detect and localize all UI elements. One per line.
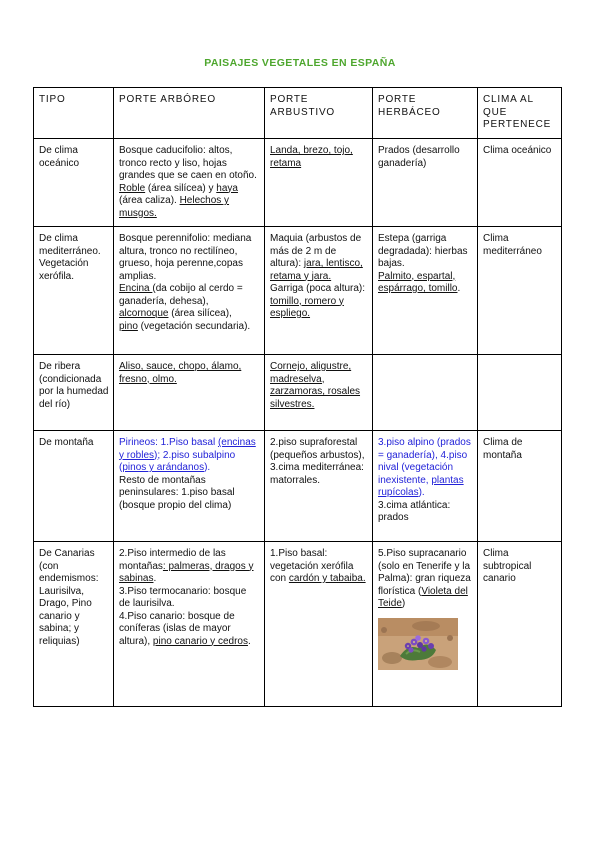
table-row — [34, 139, 562, 227]
text: Bosque caducifolio: altos, tronco recto y liso, hojas grandes que se caen en otoño. — [119, 145, 257, 181]
species-list: pino canario y cedros — [152, 635, 248, 647]
violeta-del-teide-photo — [378, 618, 458, 670]
species-helechos: Helechos y musgos. — [119, 195, 230, 219]
cell-arboreo — [114, 542, 265, 707]
text: ). — [204, 462, 211, 473]
cell-arbustivo — [265, 355, 373, 431]
text: . — [457, 283, 461, 294]
species-list: tomillo, romero y espliego. — [270, 295, 344, 319]
header-tipo: TIPO — [34, 88, 114, 139]
cell-clima: Clima mediterráneo — [478, 227, 562, 355]
species-list: jara, lentisco, retama y jara. — [270, 258, 363, 282]
cell-arboreo — [114, 227, 265, 355]
species-encina: Encina — [119, 283, 153, 294]
cell-arbustivo — [265, 227, 373, 355]
cell-tipo: De Canarias (con endemismos: Laurisilva, Drago, Pino canario y sabina; y reliquias) — [34, 542, 114, 707]
species-list: Cornejo, aligustre, madreselva, zarzamoras, rosales silvestres. — [270, 361, 361, 410]
species-list: plantas rupícolas — [378, 474, 464, 498]
cell-tipo: De clima oceánico — [34, 139, 114, 227]
species-alcornoque: alcornoque — [119, 308, 169, 319]
cell-arbustivo — [265, 542, 373, 707]
cell-clima: Clima subtropical canario — [478, 542, 562, 707]
text: (da cobijo al cerdo = ganadería, dehesa), — [119, 283, 243, 307]
header-porte-herbaceo: PORTE HERBÁCEO — [373, 88, 478, 139]
species-list: Palmito, espartal, espárrago, tomillo — [378, 270, 458, 294]
text: . — [247, 635, 251, 647]
table-row — [34, 227, 562, 355]
cell-herbaceo — [373, 542, 478, 707]
cell-herbaceo — [373, 227, 478, 355]
text: (área silícea), — [168, 308, 232, 319]
species-haya: haya — [216, 182, 238, 194]
cell-herbaceo — [373, 355, 478, 431]
species-list: : palmeras, dragos y sabinas — [119, 560, 254, 584]
text: Pirineos: 1.Piso basal — [119, 437, 218, 448]
text: 1.Piso basal: vegetación xerófila con — [270, 548, 354, 584]
header-porte-arbustivo: PORTE ARBUSTIVO — [265, 88, 373, 139]
text: 3.Piso termocanario: bosque de laurisilva. — [119, 585, 247, 609]
species-list: pinos y arándanos — [122, 462, 205, 473]
cell-arbustivo: 2.piso supraforestal (pequeños arbustos), 3.cima mediterránea: matorrales. — [265, 431, 373, 542]
cell-tipo: De clima mediterráneo. Vegetación xerófila. — [34, 227, 114, 355]
cell-tipo: De montaña — [34, 431, 114, 542]
text: . — [153, 573, 157, 584]
table-row — [34, 431, 562, 542]
text: (área silícea) y — [145, 182, 217, 194]
cell-arboreo — [114, 431, 265, 542]
species-list: Aliso, sauce, chopo, álamo, fresno, olmo. — [119, 361, 242, 385]
species-list: (encinas y robles) — [119, 437, 256, 461]
text: ) — [401, 598, 406, 609]
text: Maquia (arbustos de más de 2 m de altura): — [270, 233, 362, 269]
species-list: Landa, brezo, tojo, retama — [270, 145, 353, 169]
text: ; 2.piso subalpino ( — [119, 449, 236, 473]
text: Bosque perennifolio: mediana altura, tronco no rectilíneo, grueso, hoja perenne,copas amplias. — [119, 233, 252, 282]
species-violeta: Violeta del Teide — [378, 585, 468, 609]
text: 5.Piso supracanario (solo en Tenerife y la Palma): gran riqueza florística ( — [378, 548, 471, 597]
cell-clima: Clima oceánico — [478, 139, 562, 227]
text: 4.Piso canario: bosque de coníferas (islas de mayor altura), — [119, 610, 235, 647]
header-clima: CLIMA AL QUE PERTENECE — [478, 88, 562, 139]
cell-clima — [478, 355, 562, 431]
header-row — [34, 88, 562, 139]
text: Resto de montañas peninsulares: 1.piso basal (bosque propio del clima) — [119, 474, 235, 511]
header-porte-arboreo: PORTE ARBÓREO — [114, 88, 265, 139]
cell-arboreo — [114, 139, 265, 227]
cell-clima: Clima de montaña — [478, 431, 562, 542]
table-row — [34, 355, 562, 431]
table-row — [34, 542, 562, 707]
text: Garriga (poca altura): — [270, 283, 366, 294]
cell-herbaceo: Prados (desarrollo ganadería) — [373, 139, 478, 227]
cell-arboreo — [114, 355, 265, 431]
text: ). — [418, 487, 425, 498]
text: 3.piso alpino (prados = ganadería), 4.piso nival (vegetación inexistente, — [378, 437, 471, 486]
species-list: cardón y tabaiba. — [288, 573, 366, 584]
text: (área caliza). — [119, 195, 180, 206]
cell-tipo: De ribera (condicionada por la humedad del río) — [34, 355, 114, 431]
page-title: PAISAJES VEGETALES EN ESPAÑA — [204, 57, 396, 69]
species-pino: pino — [119, 320, 138, 332]
text: (vegetación secundaria). — [137, 320, 251, 332]
cell-herbaceo — [373, 431, 478, 542]
text: Estepa (garriga degradada): hierbas bajas. — [378, 233, 468, 269]
vegetation-table — [33, 87, 562, 707]
text: 3.cima atlántica: prados — [378, 499, 451, 523]
text: 2.Piso intermedio de las montañas — [119, 548, 226, 572]
species-roble: Roble — [119, 182, 146, 194]
cell-arbustivo — [265, 139, 373, 227]
